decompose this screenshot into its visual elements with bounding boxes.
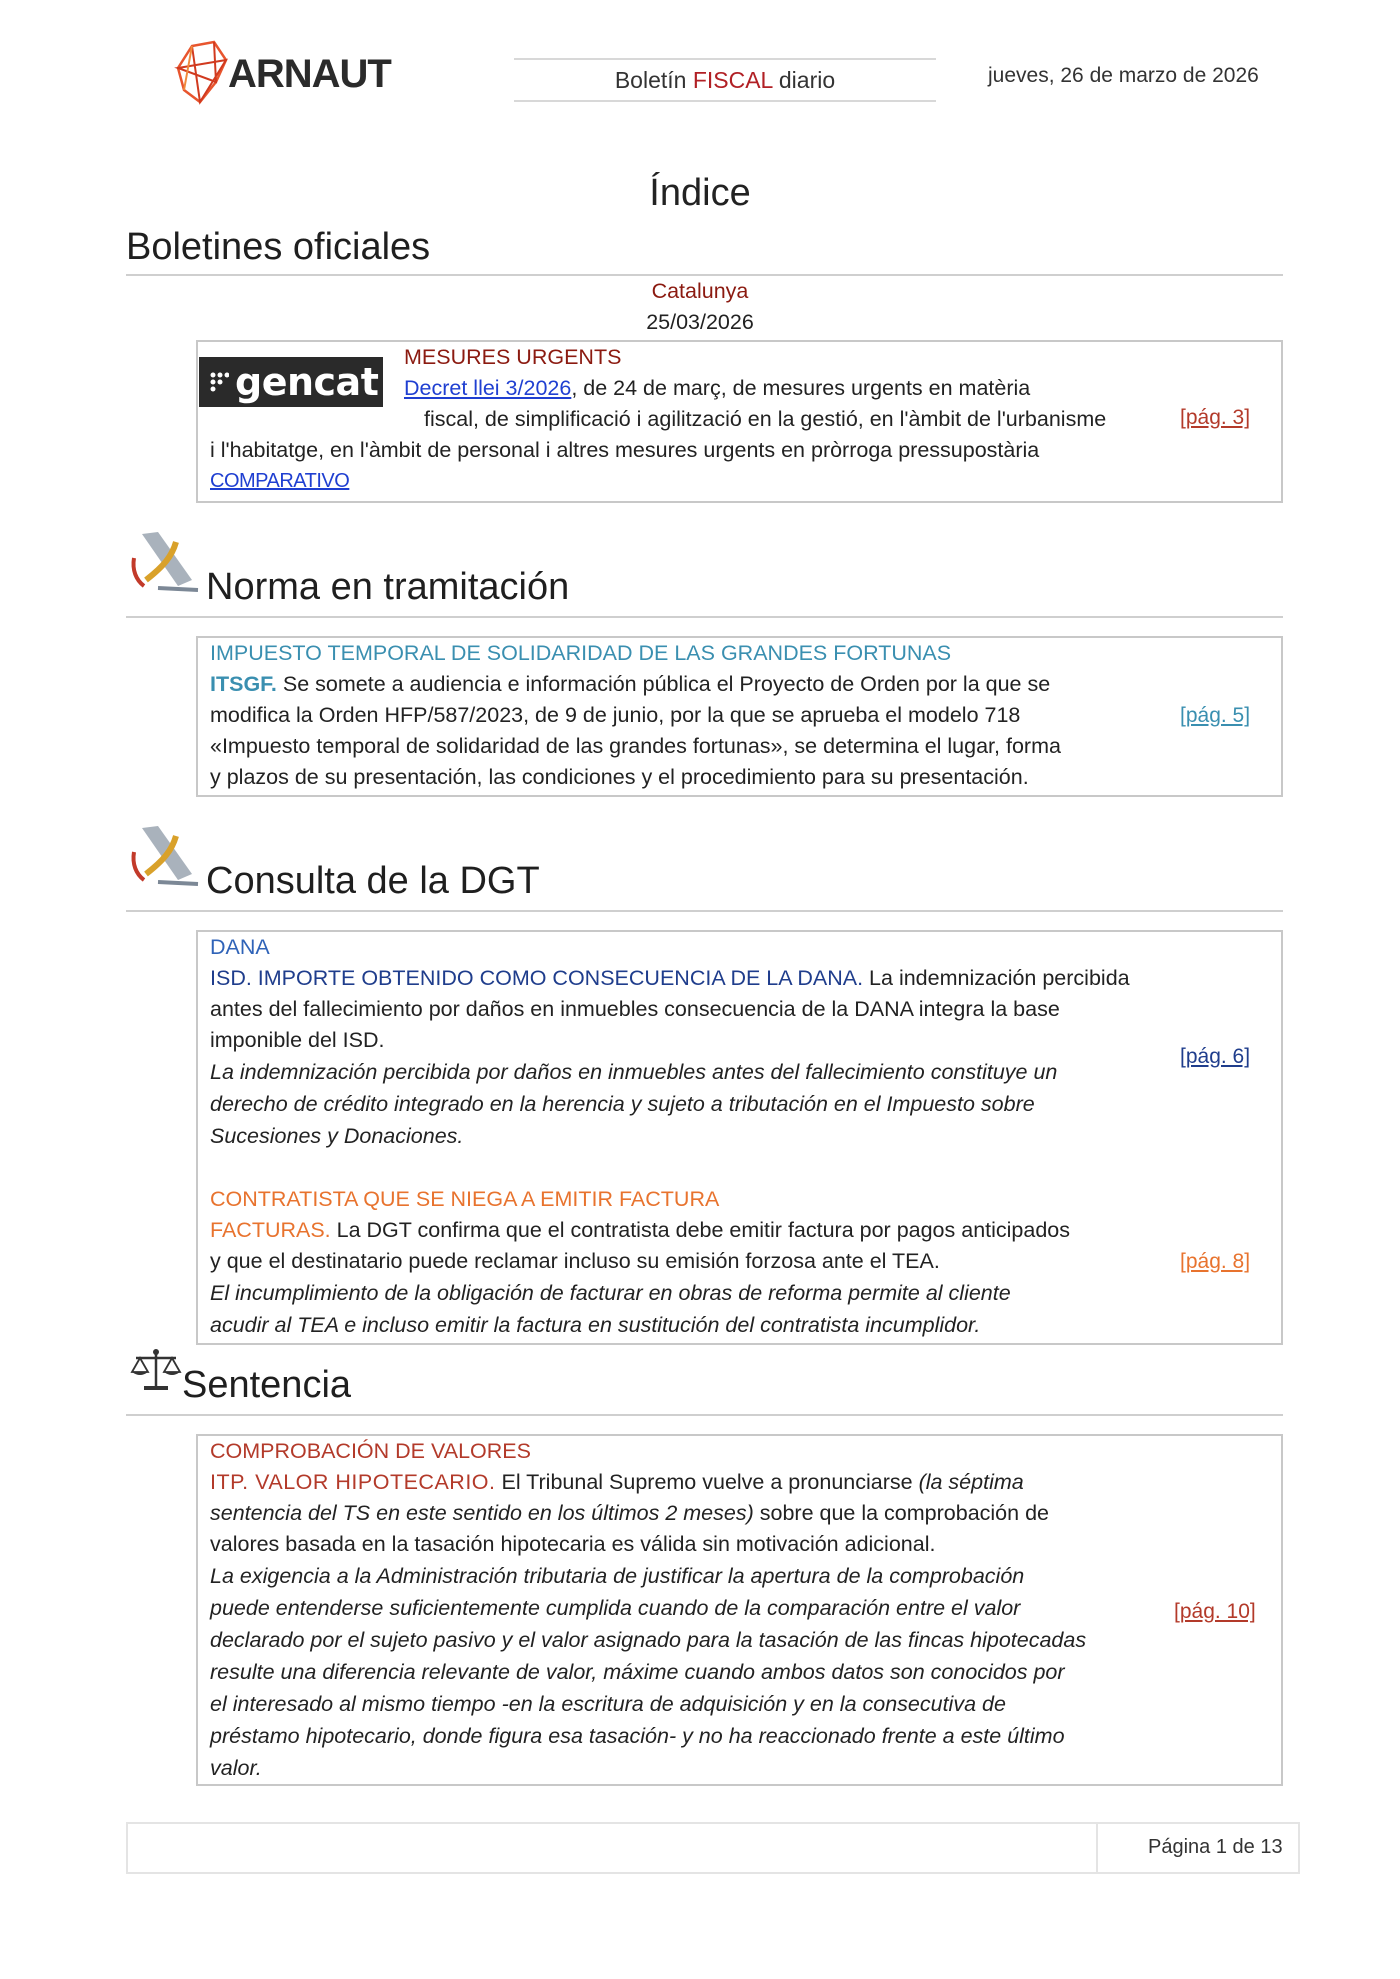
page-ref-link[interactable]: [pág. 5]	[1180, 704, 1251, 727]
entry-summary: Sucesiones y Donaciones.	[210, 1124, 464, 1148]
entry-line	[210, 1215, 1070, 1247]
bulletin-accent: FISCAL	[692, 67, 773, 93]
comparativo-link[interactable]: COMPARATIVO	[210, 470, 350, 492]
page-ref-link[interactable]: [pág. 10]	[1174, 1600, 1256, 1623]
scales-of-justice-icon	[130, 1346, 182, 1396]
entry-text: , de 24 de març, de mesures urgents en matèria	[571, 376, 1031, 400]
entry-line: y que el destinatario puede reclamar incluso su emisión forzosa ante el TEA.	[210, 1249, 940, 1273]
section-title-consulta: Consulta de la DGT	[206, 860, 540, 902]
entry-text: La indemnización percibida	[863, 966, 1130, 990]
entry-line: «Impuesto temporal de solidaridad de las grandes fortunas», se determina el lugar, forma	[210, 734, 1061, 758]
entry-line: imponible del ISD.	[210, 1028, 385, 1052]
entry-text: sentencia del TS en este sentido en los últimos 2 meses)	[210, 1501, 754, 1525]
entry-topic: CONTRATISTA QUE SE NIEGA A EMITIR FACTURA	[210, 1187, 720, 1211]
entry-topic: MESURES URGENTS	[404, 345, 622, 369]
entry-summary: resulte una diferencia relevante de valor, máxime cuando ambos datos son conocidos por	[210, 1660, 1065, 1684]
entry-line	[210, 669, 1050, 701]
entry-lead: ITSGF.	[210, 672, 277, 696]
entry-summary: el interesado al mismo tiempo -en la escritura de adquisición y en la consecutiva de	[210, 1692, 1006, 1716]
entry-topic: DANA	[210, 935, 270, 959]
decret-link[interactable]: Decret llei 3/2026	[404, 376, 572, 400]
entry-summary: puede entenderse suficientemente cumplida cuando de la comparación entre el valor	[210, 1596, 1021, 1620]
entry-line	[210, 963, 1130, 995]
entry-line	[210, 1467, 1024, 1499]
entry-summary: El incumplimiento de la obligación de facturar en obras de reforma permite al cliente	[210, 1281, 1011, 1305]
page-ref-link[interactable]: [pág. 6]	[1180, 1045, 1251, 1068]
entry-summary: declarado por el sujeto pasivo y el valor asignado para la tasación de las fincas hipotecadas	[210, 1628, 1087, 1652]
entry-text: (la séptima	[918, 1470, 1024, 1494]
gencat-text: gencat	[235, 360, 379, 404]
bulletin-prefix: Boletín	[614, 67, 693, 93]
gencat-logo-icon	[209, 371, 229, 393]
entry-summary: La exigencia a la Administración tributaria de justificar la apertura de la comprobación	[210, 1564, 1025, 1588]
entry-text: La DGT confirma que el contratista debe emitir factura por pagos anticipados	[330, 1218, 1071, 1242]
entry-line: y plazos de su presentación, las condiciones y el procedimiento para su presentación.	[210, 765, 1029, 789]
aeat-logo-icon	[128, 822, 204, 894]
footer-divider	[1096, 1824, 1098, 1872]
entry-line: modifica la Orden HFP/587/2023, de 9 de junio, por la que se aprueba el modelo 718	[210, 703, 1021, 727]
section-title-norma: Norma en tramitación	[206, 566, 570, 608]
page-ref-link[interactable]: [pág. 8]	[1180, 1250, 1251, 1273]
entry-line	[210, 1498, 1049, 1530]
page-number: Página 1 de 13	[1148, 1836, 1283, 1858]
region-date: 25/03/2026	[646, 310, 754, 334]
entry-summary: derecho de crédito integrado en la herencia y sujeto a tributación en el Impuesto sobre	[210, 1092, 1035, 1116]
page-ref-link[interactable]: [pág. 3]	[1180, 406, 1251, 429]
bulletin-suffix: diario	[772, 67, 836, 93]
arnaut-logo-icon	[170, 38, 230, 110]
entry-text: Se somete a audiencia e información pública el Proyecto de Orden por la que se	[276, 672, 1051, 696]
gencat-logo	[199, 357, 383, 407]
header-date: jueves, 26 de marzo de 2026	[988, 64, 1259, 87]
arnaut-logo	[170, 38, 400, 110]
entry-line: fiscal, de simplificació i agilització en la gestió, en l'àmbit de l'urbanisme	[424, 407, 1107, 431]
entry-summary: La indemnización percibida por daños en inmuebles antes del fallecimiento constituye un	[210, 1060, 1058, 1084]
index-title: Índice	[649, 172, 751, 214]
entry-summary: préstamo hipotecario, donde figura esa tasación- y no ha reaccionado frente a este último	[210, 1724, 1065, 1748]
section-rule	[126, 1414, 1283, 1416]
region-label: Catalunya	[651, 279, 749, 303]
entry-lead: ISD. IMPORTE OBTENIDO COMO CONSECUENCIA DE LA DANA.	[210, 966, 864, 990]
logo-text: ARNAUT	[228, 52, 391, 96]
entry-line: i l'habitatge, en l'àmbit de personal i altres mesures urgents en pròrroga pressupostària	[210, 438, 1040, 462]
entry-text: sobre que la comprobación de	[753, 1501, 1049, 1525]
entry-line	[404, 373, 1134, 405]
section-rule	[126, 616, 1283, 618]
entry-line: valores basada en la tasación hipotecaria es válida sin motivación adicional.	[210, 1532, 936, 1556]
bulletin-title	[514, 58, 936, 102]
entry-lead: FACTURAS.	[210, 1218, 331, 1242]
entry-summary: acudir al TEA e incluso emitir la factura en sustitución del contratista incumplidor.	[210, 1313, 981, 1337]
section-rule	[126, 910, 1283, 912]
page-footer	[126, 1822, 1300, 1874]
entry-text: El Tribunal Supremo vuelve a pronunciarse	[495, 1470, 919, 1494]
section-title-sentencia: Sentencia	[182, 1364, 352, 1406]
entry-line: antes del fallecimiento por daños en inmuebles consecuencia de la DANA integra la base	[210, 997, 1060, 1021]
entry-topic: IMPUESTO TEMPORAL DE SOLIDARIDAD DE LAS GRANDES FORTUNAS	[210, 641, 952, 665]
section-title-boletines: Boletines oficiales	[126, 226, 431, 268]
aeat-logo-icon	[128, 528, 204, 600]
entry-summary: valor.	[210, 1756, 262, 1780]
entry-topic: COMPROBACIÓN DE VALORES	[210, 1439, 531, 1463]
entry-lead: ITP. VALOR HIPOTECARIO.	[210, 1470, 496, 1494]
